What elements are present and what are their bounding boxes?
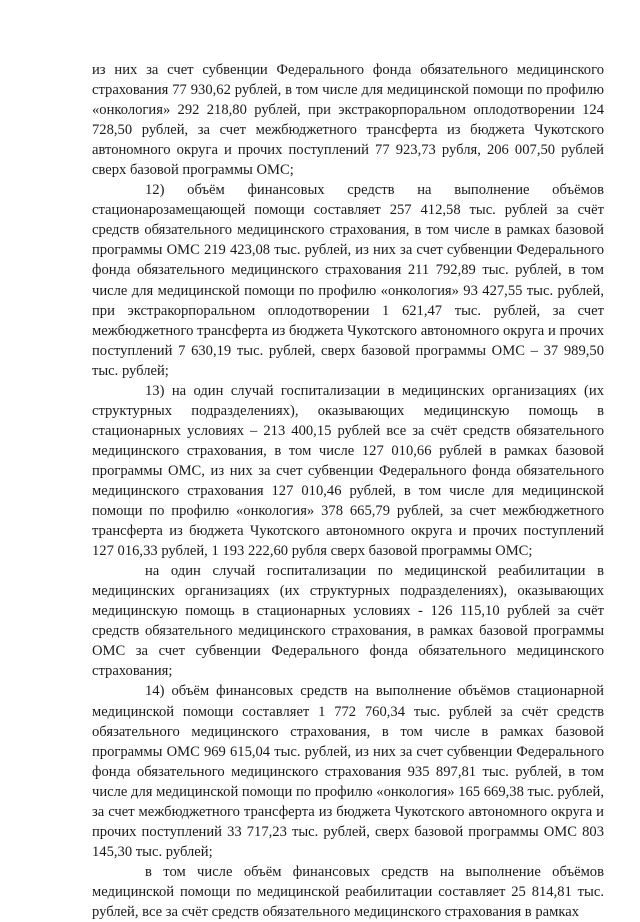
document-page (92, 60, 604, 922)
paragraph-item-13-rehabilitation: на один случай госпитализации по медицинской реабилитации в медицинских организациях (их структурных подразделениях), оказывающих медицинскую помощь в стационарных условиях - 126 115,10 рублей за счёт средств обязательного медицинского страхования, в рамках базовой программы ОМС за счет субвенции Федерального фонда обязательного медицинского страхования; (92, 563, 604, 680)
paragraph-item-12: 12) объём финансовых средств на выполнение объёмов стационарозамещающей помощи составляет 257 412,58 тыс. рублей за счёт средств обязательного медицинского страхования, в том числе в рамках базовой программы ОМС 219 423,08 тыс. рублей, из них за счет субвенции Федерального фонда обязательного медицинского страхования 211 792,89 тыс. рублей, в том числе для медицинской помощи по профилю «онкология» 93 427,55 тыс. рублей, при экстракорпоральном оплодотворении 1 621,47 тыс. рублей, за счет межбюджетного трансферта из бюджета Чукотского автономного округа и прочих поступлений 7 630,19 тыс. рублей, сверх базовой программы ОМС – 37 989,50 тыс. рублей; (92, 182, 604, 379)
paragraph-continuation: из них за счет субвенции Федерального фонда обязательного медицинского страхования 77 930,62 рублей, в том числе для медицинской помощи по профилю «онкология» 292 218,80 рублей, при экстракорпоральном оплодотворении 124 728,50 рублей, за счет межбюджетного трансферта из бюджета Чукотского автономного округа и прочих поступлений 77 923,73 рубля, 206 007,50 рублей сверх базовой программы ОМС; (92, 62, 604, 179)
paragraph-item-13: 13) на один случай госпитализации в медицинских организациях (их структурных подразделениях), оказывающих медицинскую помощь в стационарных условиях – 213 400,15 рублей все за счёт средств обязательного медицинского страхования, в том числе 127 010,66 рублей в рамках базовой программы ОМС, из них за счет субвенции Федерального фонда обязательного медицинского страхования 127 010,46 рублей, в том числе для медицинской помощи по профилю «онкология» 378 665,79 рублей, за счет межбюджетного трансферта из бюджета Чукотского автономного округа и прочих поступлений 127 016,33 рублей, 1 193 222,60 рубля сверх базовой программы ОМС; (92, 382, 604, 560)
paragraph-item-14: 14) объём финансовых средств на выполнение объёмов стационарной медицинской помощи составляет 1 772 760,34 тыс. рублей за счёт средств обязательного медицинского страхования, в том числе в рамках базовой программы ОМС 969 615,04 тыс. рублей, из них за счет субвенции Федерального фонда обязательного медицинского страхования 935 897,81 тыс. рублей, в том числе для медицинской помощи по профилю «онкология» 165 669,38 тыс. рублей, за счет межбюджетного трансферта из бюджета Чукотского автономного округа и прочих поступлений 33 717,23 тыс. рублей, сверх базовой программы ОМС 803 145,30 тыс. рублей; (92, 683, 604, 860)
paragraph-item-14-rehabilitation: в том числе объём финансовых средств на выполнение объёмов медицинской помощи по медицинской реабилитации составляет 25 814,81 тыс. рублей, все за счёт средств обязательного медицинского страхования в рамках (92, 863, 604, 920)
